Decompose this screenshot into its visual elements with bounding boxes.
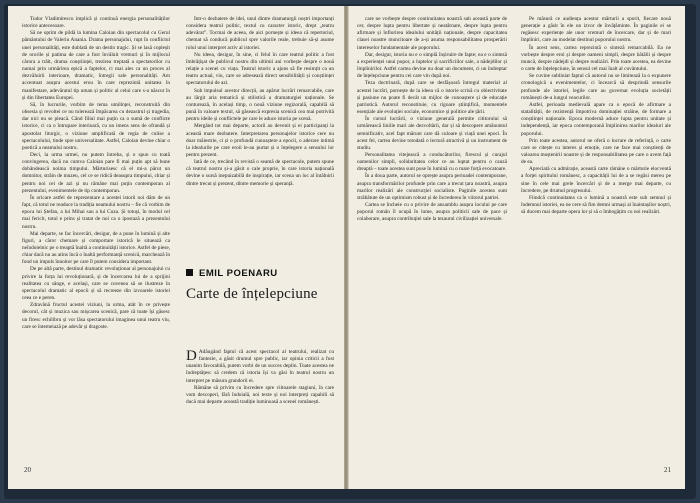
left-page [8,6,345,489]
author-name: EMIL POENARU [199,268,278,279]
paragraph: Deci, la urma urmei, nu putem întreba, și o spun cu toată convingerea, dacă nu cumva Caloian pare fi mai puțin apt să bune dobândească noima timpului. Mărturisesc că el mi-a părut un domnitor, străin de muzeu, cel ce se ridică deasupra timpului, chiar și pentru noi cei de azi și nu rămâne mai puțin contemporan al prezentului, evenimentele de tip contemporan. [22,151,170,194]
page-number-left: 20 [24,466,31,474]
right-page [348,6,685,489]
paragraph: Dar, desigur, istoria nu e o simplă înșiruire de fapte; ea e o sinteză a experienței unui popor, a luptelor și sacrificiilor sale, a nădejdilor și împlinirilor. Astfel cartea devine nu doar un document, ci un îndreptar de înțelepciune pentru cei care vin după noi. [357,51,507,80]
paragraph: În cursul lucrării, o viziune generală permite cititorului să urmărească liniile mari ale dezvoltării, dar și să descopere amănuntul semnificativ, acel fapt mărunt care dă culoare și viață unei epoci. În acest fel, cartea devine totodată o lectură atractivă și un instrument de studiu. [357,116,507,151]
drop-cap: D [186,349,197,364]
left-column-2 [186,16,334,256]
article-author [186,268,334,279]
paragraph: Zdravănă fructul acestei viziuni, la urma, atât în ce privește decorul, cât și muzica sau mișcarea scenică, pare că toate își găsesc un firesc echilibru și vor lăsa spectatorului imaginea unui teatru viu, care se întemeiază pe adevăr și dragoste. [22,302,170,330]
paragraph: Nu ideea, desigur, în sine, ci felul în care teatrul politic a fost îmbrățișat de publicul nostru din ultimii ani vorbește despre o nouă relație a scenei cu viața. Teatrul istoric a ajuns să fie resimțit ca un teatru actual, viu, care se adresează direct sensibilității și conștiinței spectatorului de azi. [186,51,334,87]
paragraph: Să ne oprim de pildă la lumina Caloian din spectacolul cu Gerul pământului de Valeriu Anania. Drama personajului, rupt în conflictul unei personalități, este dublată de un destin tragic. Și se lasă copleșit de ororile și patima de care a fost învăluit vremuri și în mijlocul cărora a trăit, drama conștiinței, trezirea treptată a spectatorilor cu numai prin urmărirea epică a faptelor, ci mai ales ca un proces al dezvăluirii interioare, dramatic, întregii sale personalități. Am accentuat asupra acestui erou în care reprezintă unitatea în manifestare, adevăratul tip uman și politic al celui care s-a născut în și din libertatea Europei. [22,30,170,101]
paragraph: În a doua parte, autorul se oprește asupra perioadei contemporane, asupra transformărilor profunde prin care a trecut țara noastră, asupra marilor realizări ale construcției socialiste. Paginile acestea sunt străbătute de un optimism robust și de încrederea în viitorul patriei. [357,173,507,201]
paragraph: Cartea se încheie cu o privire de ansamblu asupra locului pe care poporul român îl ocupă în lume, asupra politicii sale de pace și colaborare, asupra contribuției sale la tezaurul civilizației universale. [357,202,507,223]
page-number-right: 21 [664,466,671,474]
paragraph: Tudor Vladimirescu implică și continuă energia personalităților istorice antecesoare. [22,16,170,30]
paragraph: Fiindcă continuitatea ca o lumină a noastră este sub semnul și îndemnul istoriei, ea ne cere să fim demni urmași ai înaintașilor noștri, să ducem mai departe opera lor și să o îmbogățim cu noi realizări. [521,194,671,216]
article-title: Carte de înțelepciune [186,286,318,302]
square-bullet-icon [186,269,193,276]
paragraph: Teza doctrinară, după care se desfășoară întregul material al acestei lucrări, pornește de la ideea că o istorie scrisă cu obiectivitate și pasiune nu poate fi decât un mijloc de cunoaștere și de educație patriotică. Autorul reconstituie, cu rigoare științifică, momentele esențiale ale evoluției sociale, economice și politice ale țării. [357,80,507,116]
paragraph: În oricare astfel de reprezentare a acestei istorii noi dăm de un fapt, că totul ne readuce la tradiția neamului nostru – fie că vorbim de epoca lui Ștefan, a lui Mihai sau a lui Cuza. Și totuși, în modul cel mai fericit, totul e prins și tratat de noi ca o ipostază a prezentului nostru. [22,194,170,230]
paragraph: De pe altă parte, destinul dramatic revoluționar al personajului cu privire la forța lui revoluționară, și de încercarea lui de a sprijini realitatea cu sânge, e același, care se cuvenea să se ilustreze în spectacolul dramatic al epocii și să recreeze din izvoarele istoriei ceea ce e peren. [22,266,170,302]
right-column-1 [357,16,507,466]
paragraph: Mergând tot mai departe, actorii au devenit și ei participanți la această mare dezbatere. Interpretarea personajelor istorice cere nu doar măiestrie, ci și o profundă cunoaștere a epocii, o aderare intimă la idealurile pe care eroii le-au purtat și o înțelegere a sensului lor pentru prezent. [186,123,334,158]
paragraph: Pe măsură ce audiența acestor mărturii a sporit, fiecare nouă generație a găsit în ele un izvor de învățăminte. În paginile ei se regăsesc experiențe ale unor vremuri de încercare, dar și de mari împliniri, care au modelat destinul poporului nostru. [521,16,671,44]
paragraph: Mai departe, se fac încercări, desigur, de a pune în lumină și alte figuri, a căror chemare și comportare istorică le situează ca neîndoielnic pe o treaptă înaltă a continuității istorice. Astfel de piese, chiar dacă nu au atins încă o înaltă performanță scenică, marchează în fond un impuls înnoitor pe care îl putem considera important. [22,230,170,266]
paragraph: Rămâne să privim cu încredere spre viitoarele stagiuni, în care vom descoperi, fără îndoială, noi texte și noi interpreți capabili să ducă mai departe această tradiție luminoasă a scenei românești. [186,384,334,406]
paragraph: Într-o dezbatere de idei, unul dintre dramaturgii noștri importanți considera teatrul politic, textul cu caracter istoric, drept „teatru adevărat”. Tocmai de aceea, de aici pornește și ideea că repertoriul, chemat să conducă publicul spre valorile reale, trebuie să-și asume rolul unui interpret activ al istoriei. [186,16,334,51]
right-column-2 [521,16,671,466]
paragraph: În acest sens, cartea reprezintă o sinteză remarcabilă. Ea ne vorbește despre eroi și despre oameni simpli, despre bătălii și despre muncă, despre nădejdi și despre realizări. Prin toate acestea, ea devine o carte de înțelepciune, în sensul cel mai înalt al cuvântului. [521,44,671,73]
paragraph: Apreciată cu admirație, această carte rămâne o mărturie elocventă a forței spiritului românesc, a capacității lui de a se regăsi mereu pe sine în cele mai grele încercări și de a merge mai departe, cu încredere, pe drumul progresului. [521,166,671,194]
paragraph: Prin toate acestea, autorul ne oferă o lucrare de referință, o carte care se citește cu interes și emoție, care ne face mai conștienți de valoarea moștenirii noastre și de responsabilitatea pe care o avem față de ea. [521,137,671,166]
paragraph: Iată de ce, trecând în revistă o seamă de spectacole, putem spune că teatrul nostru și-a găsit o cale proprie, în care istoria națională devine o sursă inepuizabilă de inspirație, iar scena un loc al întâlnirii dintre trecut și prezent, dintre memorie și speranță. [186,159,334,187]
paragraph: Astfel, perioada medievală apare ca o epocă de afirmare a statalității, de rezistență împotriva dominației străine, de formare a conștiinței naționale. Epoca modernă aduce lupta pentru unitate și independență, iar epoca contemporană împlinirea marilor idealuri ale poporului. [521,101,671,137]
paragraph: Se cuvine subliniat faptul că autorul nu se limitează la o expunere cronologică a evenimentelor, ci încearcă să desprindă sensurile profunde ale istoriei, legile care au guvernat evoluția societății românești de-a lungul veacurilor. [521,73,671,101]
article-lead-column [186,349,334,459]
paragraph: Sub impulsul acestor direcții, au apărut lucrări remarcabile, care au lărgit aria tematică și stilistică a dramaturgiei naționale. Se conturează, în același timp, o nouă viziune regizorală, capabilă să pună în valoare textul, să găsească expresia scenică cea mai potrivită pentru ideile și conflictele pe care le aduce istoria pe scenă. [186,87,334,123]
left-column-1 [22,16,170,456]
paragraph: Să, în lucrurile, vorbim de tema umilinței, reconstruită din obsesia și revoltei ce nu tolerează împăcarea cu dezastrul și tragedia, dar nici nu se pleacă. Când filiul mai puțin ca o sumă de conflicte istorice, ci ca o întrupare interioară, cu un imens sens de ofrandă și apostolat liturgic, o viziune amplificată de regia de culise a spectacolului, tinde spre universalitate. Astfel, Caloian devine chiar o poetică a neamului nostru. [22,101,170,151]
paragraph: Personalitatea vitejească a conducătorilor, firescul și curajul oamenilor simpli, solidaritatea celor ce au luptat pentru o cauză dreaptă – toate acestea sunt puse în lumină cu o mare forță evocatoare. [357,151,507,173]
lead-paragraph: D Adăugând faptul că acest spectacol al teatrului, realizat cu fantezie, a găsit drumul spre public, iar opinia criticii a fost unanim favorabilă, putem vorbi de un succes deplin. Toate acestea ne îndreptățesc să credem că istoria își va găsi în teatrul nostru un interpret pe măsura grandorii ei. [186,349,334,384]
paragraph: care ne vorbește despre continuitatea noastră sub această parte de cer, despre lupta pentru libertate și neatârnare, despre lupta pentru afirmare și înflorirea idealului unității naționale, despre capacitatea clasei noastre muncitoare de a-și asuma responsabilitatea prosperării intereselor fundamentale ale poporului. [357,16,507,51]
